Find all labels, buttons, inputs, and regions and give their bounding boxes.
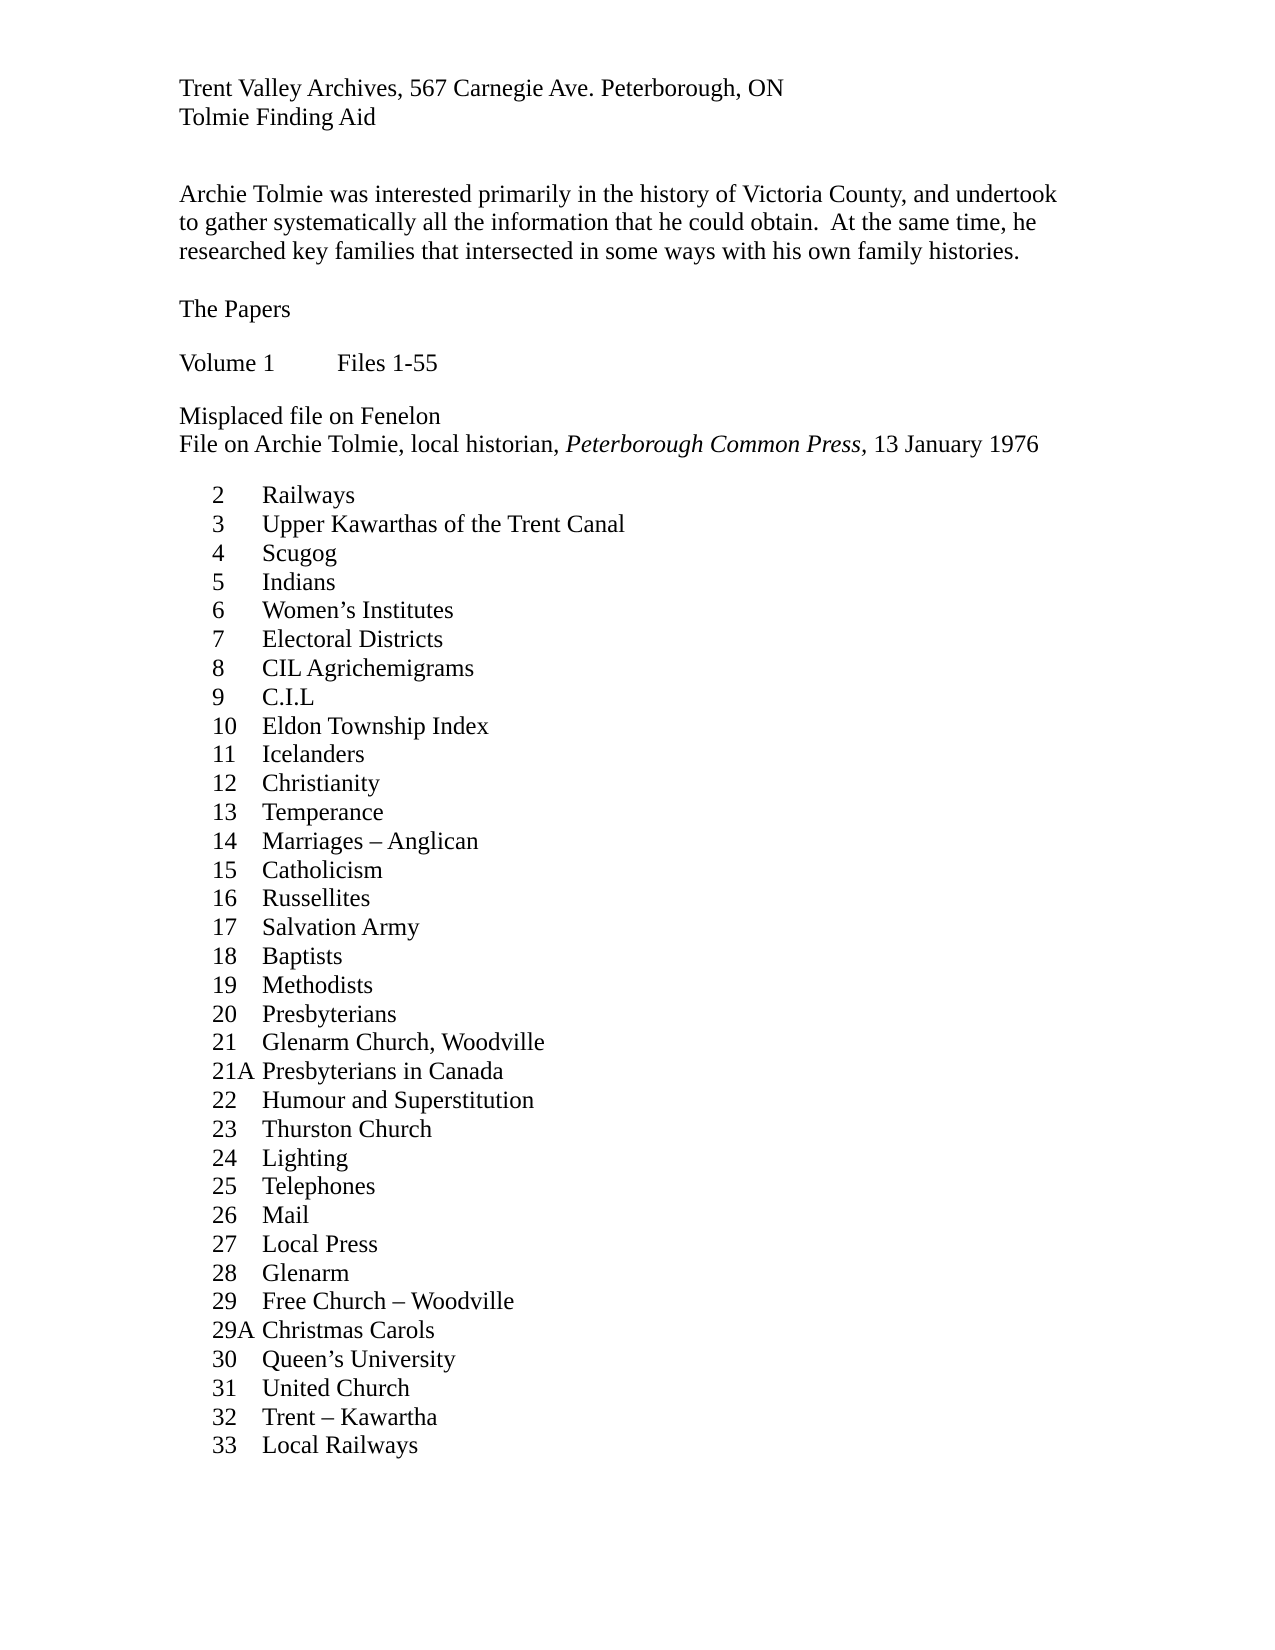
file-title: Glenarm	[262, 1259, 350, 1287]
file-number: 13	[212, 798, 237, 826]
file-title: Trent – Kawartha	[262, 1403, 438, 1431]
file-number: 6	[212, 597, 225, 625]
file-number: 29A	[212, 1317, 256, 1345]
file-number: 10	[212, 712, 237, 740]
file-title: Marriages – Anglican	[262, 827, 479, 855]
file-title: Upper Kawarthas of the Trent Canal	[262, 510, 626, 538]
file-number: 18	[212, 942, 237, 970]
file-title: United Church	[262, 1374, 410, 1402]
file-list-item	[212, 1346, 1205, 1375]
file-list-item	[212, 1231, 1205, 1260]
file-list-item	[212, 857, 1205, 886]
file-list-item	[212, 626, 1205, 655]
file-list-item	[212, 511, 1205, 540]
file-list-item	[212, 569, 1205, 598]
file-list-item	[212, 1058, 1205, 1087]
file-number: 26	[212, 1202, 237, 1230]
intro-paragraph	[179, 181, 1205, 267]
file-list-item	[212, 885, 1205, 914]
file-list-item	[212, 1001, 1205, 1030]
file-title: Glenarm Church, Woodville	[262, 1029, 545, 1057]
file-number: 28	[212, 1259, 237, 1287]
file-number: 29	[212, 1288, 237, 1316]
file-title: Local Railways	[262, 1432, 419, 1460]
papers-heading: The Papers	[179, 295, 291, 323]
file-list-item	[212, 1404, 1205, 1433]
file-title: Lighting	[262, 1144, 349, 1172]
file-number: 21	[212, 1029, 237, 1057]
file-number: 17	[212, 914, 237, 942]
file-number: 4	[212, 539, 225, 567]
file-title: Icelanders	[262, 741, 365, 769]
file-list-item	[212, 1288, 1205, 1317]
file-title: Eldon Township Index	[262, 712, 489, 740]
file-list-item	[212, 684, 1205, 713]
file-list-item	[212, 1317, 1205, 1346]
file-title: Electoral Districts	[262, 626, 444, 654]
file-title: Russellites	[262, 885, 371, 913]
file-title: Presbyterians in Canada	[262, 1058, 504, 1086]
file-number: 7	[212, 626, 225, 654]
file-list-item	[212, 713, 1205, 742]
file-title: Scugog	[262, 539, 337, 567]
file-title: Thurston Church	[262, 1115, 433, 1143]
file-list-item	[212, 1202, 1205, 1231]
file-title: Railways	[262, 482, 356, 510]
file-list-item	[212, 482, 1205, 511]
file-number: 21A	[212, 1058, 256, 1086]
file-title: Queen’s University	[262, 1346, 456, 1374]
file-number: 14	[212, 827, 237, 855]
file-title: Presbyterians	[262, 1000, 397, 1028]
file-number: 30	[212, 1346, 237, 1374]
file-title: Local Press	[262, 1230, 378, 1258]
intro-line-3: researched key families that intersected in some ways with his own family histories.	[179, 238, 1020, 266]
volume-line	[179, 350, 1205, 379]
file-number: 27	[212, 1230, 237, 1258]
file-list-item	[212, 1087, 1205, 1116]
file-number: 5	[212, 568, 225, 596]
file-list-item	[212, 1173, 1205, 1202]
file-title: Telephones	[262, 1173, 376, 1201]
file-list-item	[212, 799, 1205, 828]
file-notes	[179, 403, 1205, 461]
file-list-item	[212, 1116, 1205, 1145]
intro-line-1: Archie Tolmie was interested primarily in the history of Victoria County, and undertook	[179, 180, 1058, 208]
file-number: 31	[212, 1374, 237, 1402]
finding-aid-title: Tolmie Finding Aid	[179, 103, 376, 131]
file-title: C.I.L	[262, 683, 315, 711]
file-list	[179, 482, 1205, 1461]
file-title: Humour and Superstitution	[262, 1086, 535, 1114]
file-title: Temperance	[262, 798, 384, 826]
archive-address-line: Trent Valley Archives, 567 Carnegie Ave. Peterborough, ON	[179, 75, 784, 102]
misplaced-file-note: Misplaced file on Fenelon	[179, 402, 441, 430]
file-list-item	[212, 540, 1205, 569]
file-list-item	[212, 1260, 1205, 1289]
file-list-item	[212, 655, 1205, 684]
file-number: 12	[212, 770, 237, 798]
file-number: 23	[212, 1115, 237, 1143]
file-title: Indians	[262, 568, 336, 596]
file-title: Baptists	[262, 942, 343, 970]
file-number: 32	[212, 1403, 237, 1431]
file-title: Catholicism	[262, 856, 383, 884]
file-title: Christianity	[262, 770, 381, 798]
file-list-item	[212, 770, 1205, 799]
file-number: 24	[212, 1144, 237, 1172]
file-list-item	[212, 1432, 1205, 1461]
file-note-suffix: 13 January 1976	[867, 431, 1039, 459]
volume-label: Volume 1	[179, 349, 276, 377]
file-number: 2	[212, 482, 225, 510]
document-header	[179, 75, 1205, 133]
file-title: Methodists	[262, 971, 374, 999]
file-list-item	[212, 741, 1205, 770]
file-number: 11	[212, 741, 237, 769]
file-number: 8	[212, 654, 225, 682]
file-number: 19	[212, 971, 237, 999]
file-list-item	[212, 828, 1205, 857]
file-number: 15	[212, 856, 237, 884]
file-title: Mail	[262, 1202, 310, 1230]
file-note-source-title: Peterborough Common Press,	[565, 431, 868, 459]
file-title: Women’s Institutes	[262, 597, 454, 625]
file-number: 33	[212, 1432, 237, 1460]
file-list-item	[212, 972, 1205, 1001]
file-list-item	[212, 943, 1205, 972]
file-list-item	[212, 914, 1205, 943]
intro-line-2: to gather systematically all the information that he could obtain. At the same time, he	[179, 209, 1037, 237]
file-list-item	[212, 1145, 1205, 1174]
file-list-item	[212, 1029, 1205, 1058]
file-title: Salvation Army	[262, 914, 420, 942]
file-title: CIL Agrichemigrams	[262, 654, 475, 682]
file-number: 9	[212, 683, 225, 711]
file-number: 22	[212, 1086, 237, 1114]
file-number: 20	[212, 1000, 237, 1028]
file-title: Christmas Carols	[262, 1317, 435, 1345]
file-list-item	[212, 597, 1205, 626]
file-list-item	[212, 1375, 1205, 1404]
archie-tolmie-file-note	[179, 431, 1205, 460]
file-title: Free Church – Woodville	[262, 1288, 515, 1316]
file-number: 16	[212, 885, 237, 913]
files-range-label: Files 1-55	[337, 349, 438, 377]
file-number: 3	[212, 510, 225, 538]
file-number: 25	[212, 1173, 237, 1201]
file-note-prefix: File on Archie Tolmie, local historian,	[179, 431, 566, 459]
